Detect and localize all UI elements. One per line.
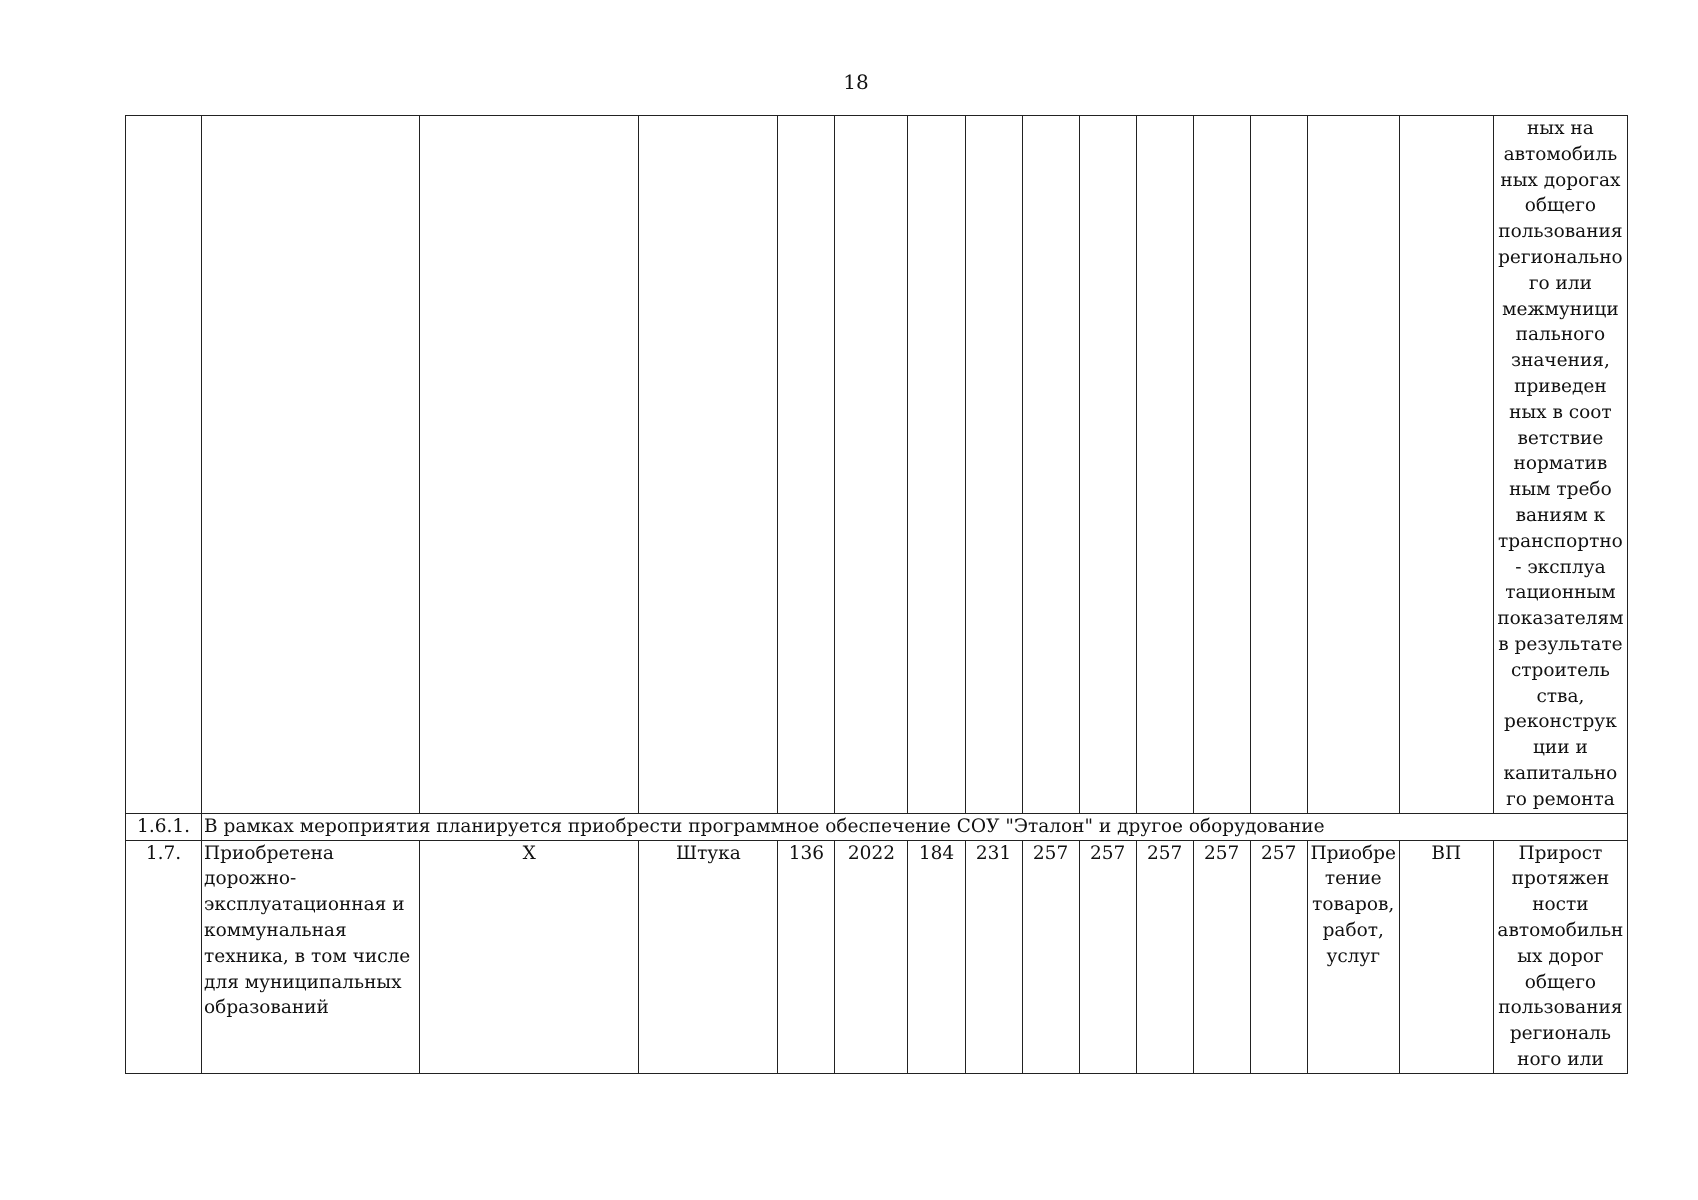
text-line: регионально [1498, 246, 1623, 268]
item-base-value: 136 [778, 840, 835, 1073]
item-year-4: 257 [1079, 840, 1136, 1073]
text-line: тационным [1505, 582, 1616, 604]
cell-year-4 [1079, 116, 1136, 814]
cell-base-year [835, 116, 908, 814]
text-line: строитель [1510, 659, 1610, 681]
text-line: в результате [1498, 633, 1623, 655]
text-line: протяжен [1511, 868, 1610, 890]
note-row [126, 813, 1628, 840]
text-line: автомобиль [1503, 143, 1618, 165]
cell-name [202, 116, 420, 814]
item-result [1493, 840, 1627, 1073]
text-line: услуг [1326, 945, 1381, 967]
text-line: Прирост [1518, 842, 1603, 864]
text-line: - эксплуа [1515, 556, 1606, 578]
item-base-year: 2022 [835, 840, 908, 1073]
text-line: межмуници [1502, 298, 1619, 320]
text-line: ных на [1527, 118, 1594, 139]
cell-year-3 [1022, 116, 1079, 814]
text-line: капитально [1503, 762, 1618, 784]
item-year-3: 257 [1022, 840, 1079, 1073]
text-line: реконструк [1504, 711, 1617, 733]
text-line: ваниям к [1515, 504, 1606, 526]
text-line: го или [1528, 272, 1592, 294]
text-line: ного или [1517, 1048, 1604, 1070]
text-line: значения, [1510, 350, 1610, 372]
item-result-text [1496, 841, 1625, 1073]
text-line: ветствие [1517, 427, 1604, 449]
item-name [202, 840, 420, 1073]
item-year-6: 257 [1193, 840, 1250, 1073]
cell-year-1 [908, 116, 965, 814]
text-line: ным требо [1509, 479, 1612, 501]
text-line: для муниципальных [204, 971, 402, 993]
cell-unit [639, 116, 778, 814]
item-year-1: 184 [908, 840, 965, 1073]
text-line: пользования [1498, 221, 1623, 243]
text-line: региональ [1509, 1023, 1611, 1045]
text-line: эксплуатационная и [204, 894, 405, 916]
text-line: транспортно [1498, 530, 1623, 552]
cell-col3 [420, 116, 639, 814]
continuation-row [126, 116, 1628, 814]
item-unit: Штука [639, 840, 778, 1073]
text-line: ции и [1533, 737, 1588, 759]
text-line: техника, в том числе [204, 945, 411, 967]
text-line: Приобре [1310, 842, 1396, 864]
text-line: коммунальная [204, 919, 347, 941]
item-type [1307, 840, 1399, 1073]
cell-year-2 [965, 116, 1022, 814]
result-continued-text [1496, 116, 1625, 813]
text-line: норматив [1513, 453, 1608, 475]
text-line: ности [1532, 894, 1589, 916]
indicator-table [125, 115, 1628, 1074]
text-line: дорожно- [204, 868, 297, 890]
text-line: ства, [1536, 685, 1585, 707]
text-line: тение [1324, 868, 1382, 890]
text-line: пального [1515, 324, 1606, 346]
cell-result-continued [1493, 116, 1627, 814]
item-year-5: 257 [1136, 840, 1193, 1073]
cell-year-7 [1250, 116, 1307, 814]
cell-year-6 [1193, 116, 1250, 814]
text-line: показателям [1497, 608, 1624, 630]
text-line: пользования [1498, 997, 1623, 1019]
item-row [126, 840, 1628, 1073]
text-line: ных дорогах [1500, 169, 1621, 191]
cell-type [1307, 116, 1399, 814]
text-line: автомобильн [1497, 919, 1624, 941]
item-col3: Х [420, 840, 639, 1073]
text-line: работ, [1322, 919, 1384, 941]
text-line: общего [1524, 195, 1597, 217]
note-number: 1.6.1. [126, 813, 202, 840]
text-line: образований [204, 997, 329, 1019]
cell-number [126, 116, 202, 814]
item-year-2: 231 [965, 840, 1022, 1073]
item-name-text [204, 841, 417, 1022]
page-number: 18 [843, 70, 869, 94]
item-code: ВП [1399, 840, 1493, 1073]
note-text: В рамках мероприятия планируется приобрести программное обеспечение СОУ "Эталон" и другое оборудование [202, 813, 1628, 840]
item-year-7: 257 [1250, 840, 1307, 1073]
text-line: го ремонта [1506, 788, 1615, 810]
text-line: ых дорог [1517, 945, 1604, 967]
text-line: общего [1524, 971, 1597, 993]
item-type-text [1310, 841, 1397, 970]
cell-base-value [778, 116, 835, 814]
cell-year-5 [1136, 116, 1193, 814]
text-line: приведен [1514, 375, 1607, 397]
cell-code [1399, 116, 1493, 814]
text-line: Приобретена [204, 842, 334, 864]
text-line: ных в соот [1509, 401, 1612, 423]
text-line: товаров, [1312, 894, 1395, 916]
item-number: 1.7. [126, 840, 202, 1073]
